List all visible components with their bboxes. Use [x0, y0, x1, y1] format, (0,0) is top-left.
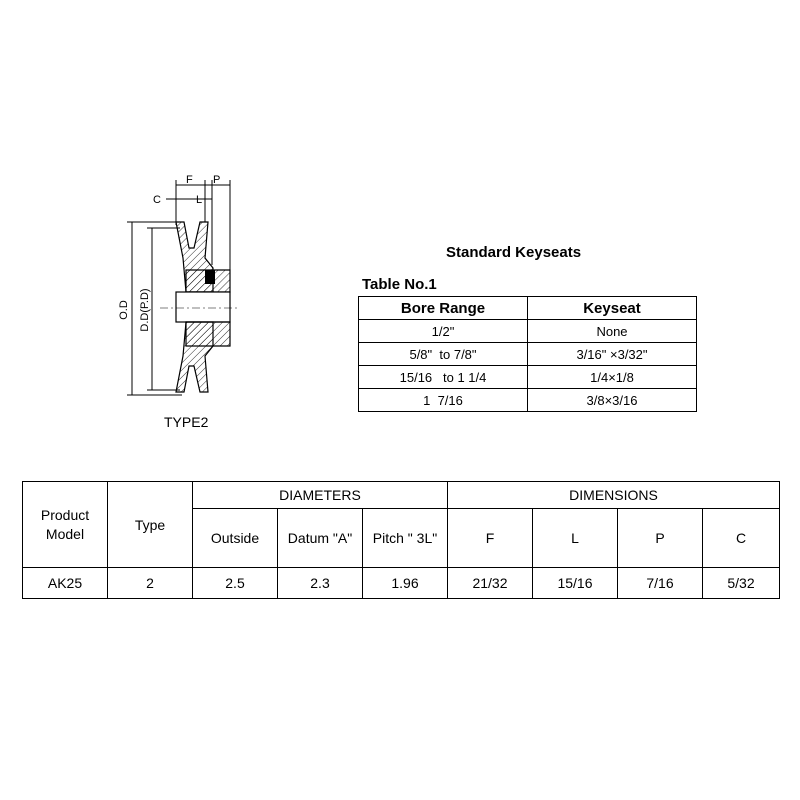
p-header: P — [618, 509, 703, 568]
diameters-header: DIAMETERS — [193, 482, 448, 509]
keyseat-cell: 3/16" ×3/32" — [528, 343, 697, 366]
l-header: L — [533, 509, 618, 568]
dimensions-header: DIMENSIONS — [448, 482, 780, 509]
dim-l-label: L — [196, 194, 203, 206]
product-model-header — [23, 482, 108, 568]
dim-od-label: O.D — [118, 300, 130, 320]
keyseats-title: Standard Keyseats — [446, 244, 582, 261]
keyseat-header-row — [359, 297, 697, 320]
keyseat-row — [359, 389, 697, 412]
table-number: Table No.1 — [362, 276, 437, 293]
type-cell: 2 — [108, 568, 193, 599]
l-cell: 15/16 — [533, 568, 618, 599]
keyseat-row — [359, 343, 697, 366]
bore-range-cell: 15/16 to 1 1/4 — [359, 366, 528, 389]
bore-range-header: Bore Range — [359, 297, 528, 320]
p-cell: 7/16 — [618, 568, 703, 599]
spec-data-row — [23, 568, 780, 599]
c-cell: 5/32 — [703, 568, 780, 599]
keyseat-table — [358, 296, 697, 412]
datum-cell: 2.3 — [278, 568, 363, 599]
bore-range-cell: 1 7/16 — [359, 389, 528, 412]
model-cell: AK25 — [23, 568, 108, 599]
dim-c-label: C — [153, 194, 161, 206]
keyseat-cell: 1/4×1/8 — [528, 366, 697, 389]
type-label: TYPE2 — [164, 414, 209, 430]
type-header: Type — [108, 482, 193, 568]
dim-dd-label: D.D(P.D) — [139, 288, 151, 332]
outside-header: Outside — [193, 509, 278, 568]
keyseat-header: Keyseat — [528, 297, 697, 320]
datum-header: Datum "A" — [278, 509, 363, 568]
pitch-header: Pitch " 3L" — [363, 509, 448, 568]
pulley-section-drawing — [110, 165, 250, 405]
keyseat-cell: None — [528, 320, 697, 343]
keyseat-row — [359, 366, 697, 389]
f-header: F — [448, 509, 533, 568]
keyseat-cell: 3/8×3/16 — [528, 389, 697, 412]
outside-cell: 2.5 — [193, 568, 278, 599]
f-cell: 21/32 — [448, 568, 533, 599]
bore-range-cell: 5/8" to 7/8" — [359, 343, 528, 366]
dim-p-label: P — [213, 174, 221, 186]
keyseat-row — [359, 320, 697, 343]
dim-f-label: F — [186, 174, 193, 186]
c-header: C — [703, 509, 780, 568]
product-model-text: Product Model — [40, 506, 90, 542]
spec-group-header-row — [23, 482, 780, 509]
pitch-cell: 1.96 — [363, 568, 448, 599]
spec-table — [22, 481, 780, 599]
bore-range-cell: 1/2" — [359, 320, 528, 343]
